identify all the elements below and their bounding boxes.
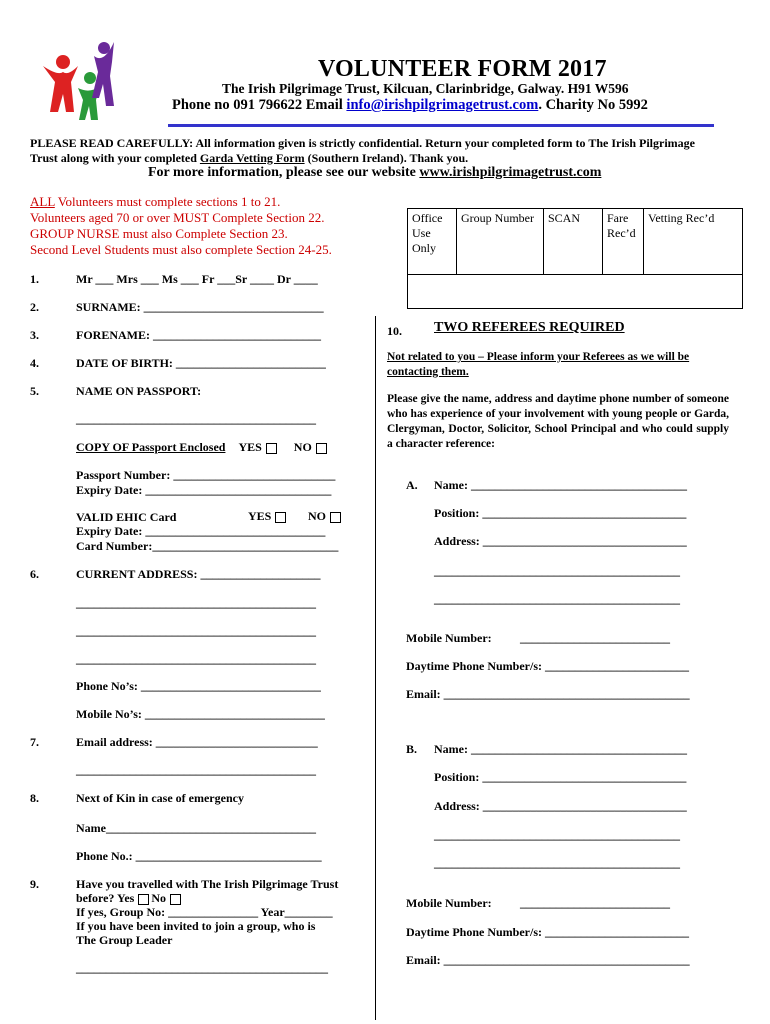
instruction-line-1-rest: Volunteers must complete sections 1 to 21. [54,194,281,209]
travel-yes-checkbox[interactable] [138,894,149,905]
section-number: 4. [30,356,39,370]
travel-question: Have you travelled with The Irish Pilgrimage Trust [76,877,339,891]
referees-instructions: Please give the name, address and daytime phone number of someone who has experience of your involvement with young people or Garda, Clergyman, Doctor, Solicitor, School Principal and who could supply a character reference: [387,393,729,450]
section-number: 3. [30,328,39,342]
passport-expiry-field[interactable]: Expiry Date: _______________________________ [76,483,332,497]
passport-name-field[interactable]: ________________________________________ [76,412,316,426]
email-link[interactable]: info@irishpilgrimagetrust.com [346,97,539,113]
referee-b-mobile[interactable]: _________________________ [520,896,670,910]
more-info [148,165,601,181]
group-year-field[interactable]: If yes, Group No: _______________ Year________ [76,905,333,919]
travel-yes-no [76,891,338,905]
scan-cell: SCAN [544,209,603,275]
notice-text [30,136,720,166]
next-of-kin-label: Next of Kin in case of emergency [76,791,244,805]
nok-name-field[interactable]: Name___________________________________ [76,821,316,835]
nok-phone-field[interactable]: Phone No.: _______________________________ [76,849,322,863]
referee-b-name[interactable]: Name: ____________________________________ [434,742,687,756]
mobile-nos-field[interactable]: Mobile No’s: ______________________________ [76,707,325,721]
invited-question: If you have been invited to join a group, who is [76,919,316,933]
group-leader-field[interactable]: __________________________________________ [76,961,328,975]
passport-number-field[interactable]: Passport Number: ___________________________ [76,468,336,482]
referee-a-address[interactable]: Address: __________________________________ [434,534,687,548]
dob-field[interactable]: DATE OF BIRTH: _________________________ [76,356,326,370]
email-line[interactable]: ________________________________________ [76,763,316,777]
section-number: 5. [30,384,39,398]
no-label: NO [308,509,326,523]
passport-yes-checkbox[interactable] [266,443,277,454]
referee-a-address-line[interactable]: _________________________________________ [434,592,680,606]
group-leader-label: The Group Leader [76,933,173,947]
referee-b-mobile-label: Mobile Number: [406,896,492,910]
office-use-cell: Office Use Only [408,209,457,275]
instruction-line-1 [30,194,332,210]
travel-no-checkbox[interactable] [170,894,181,905]
referee-b-address-line[interactable]: _________________________________________ [434,828,680,842]
ehic-no [308,509,341,524]
address-line[interactable]: ________________________________________ [76,652,316,666]
referee-a-email[interactable]: Email: _________________________________________ [406,687,690,701]
group-number-cell: Group Number [457,209,544,275]
trust-logo [38,36,128,126]
referees-title: TWO REFEREES REQUIRED [434,320,625,335]
instruction-all: ALL [30,194,55,209]
surname-field[interactable]: SURNAME: ______________________________ [76,300,324,314]
form-title: VOLUNTEER FORM 2017 [318,56,607,82]
travel-history [76,877,338,947]
referee-b-daytime[interactable]: Daytime Phone Number/s: ________________________ [406,925,689,939]
phone-text: Phone no 091 796622 Email [172,97,347,113]
yes-label: before? Yes [76,891,135,905]
title-options[interactable]: Mr ___ Mrs ___ Ms ___ Fr ___Sr ____ Dr ____ [76,272,318,286]
phone-nos-field[interactable]: Phone No’s: ______________________________ [76,679,321,693]
office-use-table [407,208,743,309]
email-address-field[interactable]: Email address: ___________________________ [76,735,318,749]
copy-passport-row [76,440,327,455]
referee-b-position[interactable]: Position: __________________________________ [434,770,687,784]
notice-part2: (Southern Ireland). Thank you. [304,151,469,165]
more-info-prefix: For more information, please see our website [148,165,420,180]
referees-notice: Not related to you – Please inform your Referees as we will be contacting them. [387,351,690,378]
section-number: 8. [30,791,39,805]
no-label: NO [293,440,312,454]
website-link[interactable]: www.irishpilgrimagetrust.com [419,165,602,180]
completion-instructions [30,194,332,258]
referee-b-label: B. [406,742,418,756]
card-number-field[interactable]: Card Number:_______________________________ [76,539,339,553]
referee-a-address-line[interactable]: _________________________________________ [434,564,680,578]
referee-a-name[interactable]: Name: ____________________________________ [434,478,687,492]
yes-label: YES [238,440,262,454]
ehic-yes [248,509,286,524]
referee-a-mobile[interactable]: _________________________ [520,631,670,645]
section-number: 1. [30,272,39,286]
fare-cell: Fare Rec’d [603,209,644,275]
referee-a-label: A. [406,478,418,492]
vetting-cell: Vetting Rec’d [644,209,743,275]
section-number: 10. [387,324,402,338]
instruction-line-4: Second Level Students must also complete Section 24-25. [30,242,332,257]
referee-b-address[interactable]: Address: __________________________________ [434,799,687,813]
referee-a-daytime[interactable]: Daytime Phone Number/s: ________________________ [406,659,689,673]
passport-no-checkbox[interactable] [316,443,327,454]
copy-passport-label: COPY OF Passport Enclosed [76,440,226,454]
address-line[interactable]: ________________________________________ [76,624,316,638]
garda-vetting-link[interactable]: Garda Vetting Form [199,151,305,165]
section-number: 9. [30,877,39,891]
office-use-entry[interactable] [408,275,743,309]
referee-b-email[interactable]: Email: _________________________________________ [406,953,690,967]
section-number: 7. [30,735,39,749]
no-label: No [151,891,166,905]
instruction-line-3: GROUP NURSE must also Complete Section 23. [30,226,288,241]
section-number: 2. [30,300,39,314]
notice-part1: PLEASE READ CAREFULLY: All information given is strictly confidential. Return your completed form to The Irish Pilgrimage Trust along with your completed [30,136,695,165]
ehic-label: VALID EHIC Card [76,510,177,524]
ehic-yes-checkbox[interactable] [275,512,286,523]
contact-line [172,97,648,114]
section-number: 6. [30,567,39,581]
current-address-field[interactable]: CURRENT ADDRESS: ____________________ [76,567,321,581]
passport-name-label: NAME ON PASSPORT: [76,384,202,398]
ehic-expiry-field[interactable]: Expiry Date: ______________________________ [76,524,326,538]
column-divider [375,316,376,1020]
charity-number: . Charity No 5992 [538,97,648,113]
forename-field[interactable]: FORENAME: ____________________________ [76,328,321,342]
referee-b-address-line[interactable]: _________________________________________ [434,856,680,870]
instruction-line-2: Volunteers aged 70 or over MUST Complete Section 22. [30,210,325,225]
referee-a-position[interactable]: Position: __________________________________ [434,506,687,520]
trust-address: The Irish Pilgrimage Trust, Kilcuan, Clarinbridge, Galway. H91 W596 [222,81,629,96]
header-divider [168,124,714,127]
referee-a-mobile-label: Mobile Number: [406,631,492,645]
ehic-no-checkbox[interactable] [330,512,341,523]
yes-label: YES [248,509,272,523]
address-line[interactable]: ________________________________________ [76,596,316,610]
